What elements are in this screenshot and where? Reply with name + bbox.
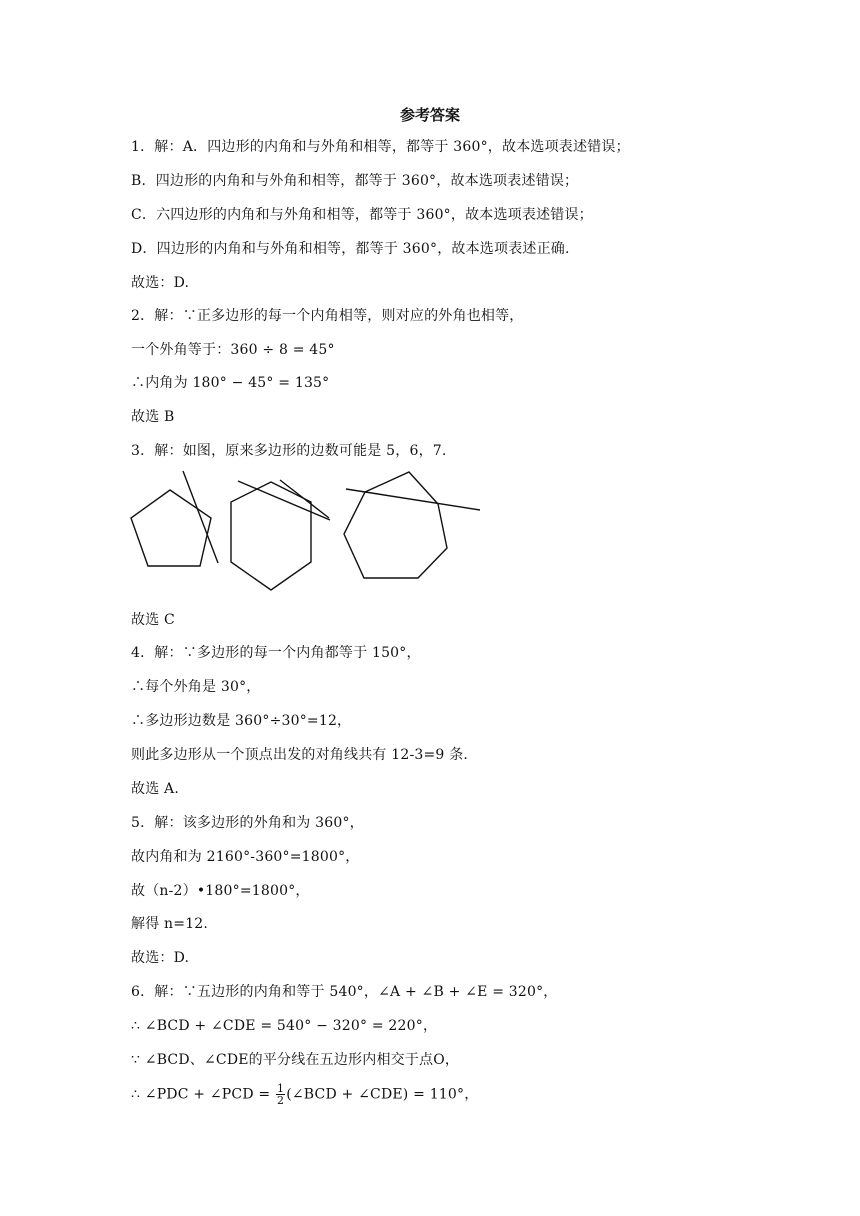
answer-5-line3: 故（n-2）•180°=1800°， (131, 883, 310, 899)
answer-6-line3: ∵ ∠BCD、∠CDE的平分线在五边形内相交于点O， (131, 1052, 460, 1068)
hexagon-shape (231, 480, 330, 590)
hexagon-cut-line-2 (280, 480, 329, 518)
hexagon-cut-line-1 (238, 481, 330, 520)
fraction-denominator: 2 (277, 1094, 285, 1107)
answer-6-lhs: ∴ ∠PDC + ∠PCD = (131, 1086, 275, 1103)
heptagon-cut-line (346, 489, 480, 510)
answer-4-line1: 4．解：∵多边形的每一个内角都等于 150°， (131, 645, 421, 661)
answer-3-choice: 故选 C (131, 612, 175, 628)
answer-2-choice: 故选 B (131, 409, 175, 425)
answer-2-line1: 2．解：∵正多边形的每一个内角相等，则对应的外角也相等， (131, 308, 524, 324)
answer-5-line2: 故内角和为 2160°-360°=1800°， (131, 849, 360, 865)
answer-6-line4 (131, 1083, 478, 1106)
answer-5-line1: 5．解：该多边形的外角和为 360°， (131, 815, 364, 831)
answer-1-a: 1．解：A．四边形的内角和与外角和相等，都等于 360°，故本选项表述错误； (131, 139, 630, 155)
answer-6-rhs: (∠BCD + ∠CDE) = 110°， (286, 1086, 479, 1103)
answer-1-d: D．四边形的内角和与外角和相等，都等于 360°，故本选项表述正确. (131, 241, 570, 257)
pentagon-shape (131, 471, 218, 566)
heptagon (344, 472, 447, 578)
answer-4-line4: 则此多边形从一个顶点出发的对角线共有 12-3=9 条. (131, 747, 469, 763)
pentagon (131, 490, 211, 566)
answer-4-line3: ∴多边形边数是 360°÷30°=12， (131, 713, 352, 729)
fraction-numerator: 1 (277, 1082, 285, 1095)
answer-6-line2: ∴ ∠BCD + ∠CDE = 540° − 320° = 220°， (131, 1018, 438, 1034)
one-half-fraction (276, 1083, 285, 1106)
hexagon (231, 482, 311, 590)
answer-3-line1: 3．解：如图，原来多边形的边数可能是 5，6，7. (131, 443, 447, 459)
pentagon-cut-line (183, 471, 218, 563)
answer-2-line2: 一个外角等于：360 ÷ 8 = 45° (131, 342, 335, 358)
answer-6-line1: 6．解：∵五边形的内角和等于 540°，∠A + ∠B + ∠E = 320°， (131, 984, 558, 1000)
page-title: 参考答案 (399, 106, 460, 124)
answer-1-choice: 故选：D. (131, 275, 190, 291)
answer-1-c: C．六四边形的内角和与外角和相等，都等于 360°，故本选项表述错误； (131, 207, 593, 223)
answer-5-line4: 解得 n=12. (131, 916, 209, 932)
answer-4-line2: ∴每个外角是 30°， (131, 679, 261, 695)
answer-1-b: B．四边形的内角和与外角和相等，都等于 360°，故本选项表述错误； (131, 173, 579, 189)
answer-2-line3: ∴内角为 180° − 45° = 135° (131, 375, 330, 391)
polygon-figure (120, 466, 500, 596)
answer-4-choice: 故选 A. (131, 781, 180, 797)
answer-5-choice: 故选：D. (131, 950, 190, 966)
heptagon-shape (344, 472, 480, 578)
